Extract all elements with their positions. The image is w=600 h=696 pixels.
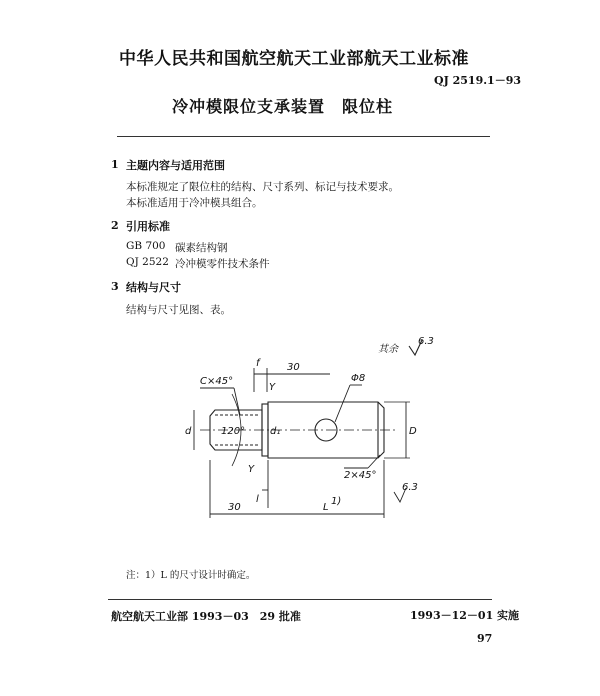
dim-L-note: 1): [331, 496, 342, 507]
issuing-organization: 中华人民共和国航空航天工业部航天工业标准: [119, 49, 469, 69]
section-3-number: 3: [111, 280, 119, 293]
section-2-title: 引用标准: [126, 220, 170, 233]
implementation-date: 1993－12－01 实施: [410, 609, 520, 622]
surface-roughness-value: 6.3: [418, 336, 434, 347]
reference-code: QJ 2522: [126, 256, 169, 268]
header-rule: [117, 136, 490, 137]
dim-d1: d₁: [270, 426, 281, 437]
footer-rule: [108, 599, 492, 600]
dim-chamfer-c: C×45°: [200, 376, 234, 387]
dim-30-bottom: 30: [228, 502, 241, 513]
section-1-title: 主题内容与适用范围: [126, 159, 225, 172]
reference-code: GB 700: [126, 240, 166, 252]
dim-L: L: [323, 502, 329, 513]
reference-name: 冷冲模零件技术条件: [175, 258, 270, 270]
section-3-title: 结构与尺寸: [126, 281, 181, 294]
footnote: 注：1）L 的尺寸设计时确定。: [126, 570, 256, 581]
section-1-number: 1: [111, 158, 119, 171]
standard-number: QJ 2519.1－93: [434, 74, 522, 87]
dim-l: l: [256, 494, 259, 505]
approval-info: 航空航天工业部 1993－03 29 批准: [111, 610, 301, 623]
dim-f: f: [256, 358, 260, 369]
section-3-paragraph: 结构与尺寸见图、表。: [126, 304, 231, 316]
dim-30-top: 30: [287, 362, 300, 373]
reference-name: 碳素结构钢: [175, 242, 228, 254]
dim-y-top: Y: [269, 382, 276, 393]
dim-D: D: [409, 426, 417, 437]
section-1-paragraph: 本标准适用于冷冲模具组合。: [126, 197, 263, 209]
dim-chamfer-2x45: 2×45°: [344, 470, 377, 481]
dim-phi8: Φ8: [351, 373, 366, 384]
limit-post-drawing: [180, 330, 440, 525]
document-title: 冷冲模限位支承装置 限位柱: [172, 97, 394, 116]
section-1-paragraph: 本标准规定了限位柱的结构、尺寸系列、标记与技术要求。: [126, 181, 399, 193]
surface-finish-note: 其余: [378, 344, 398, 355]
page-number: 97: [477, 632, 493, 645]
dim-thread-angle: 120°: [221, 426, 246, 437]
dim-y-bottom: Y: [248, 464, 255, 475]
section-2-number: 2: [111, 219, 119, 232]
surface-mark-bottom: 6.3: [402, 482, 418, 493]
dim-d: d: [185, 426, 192, 437]
